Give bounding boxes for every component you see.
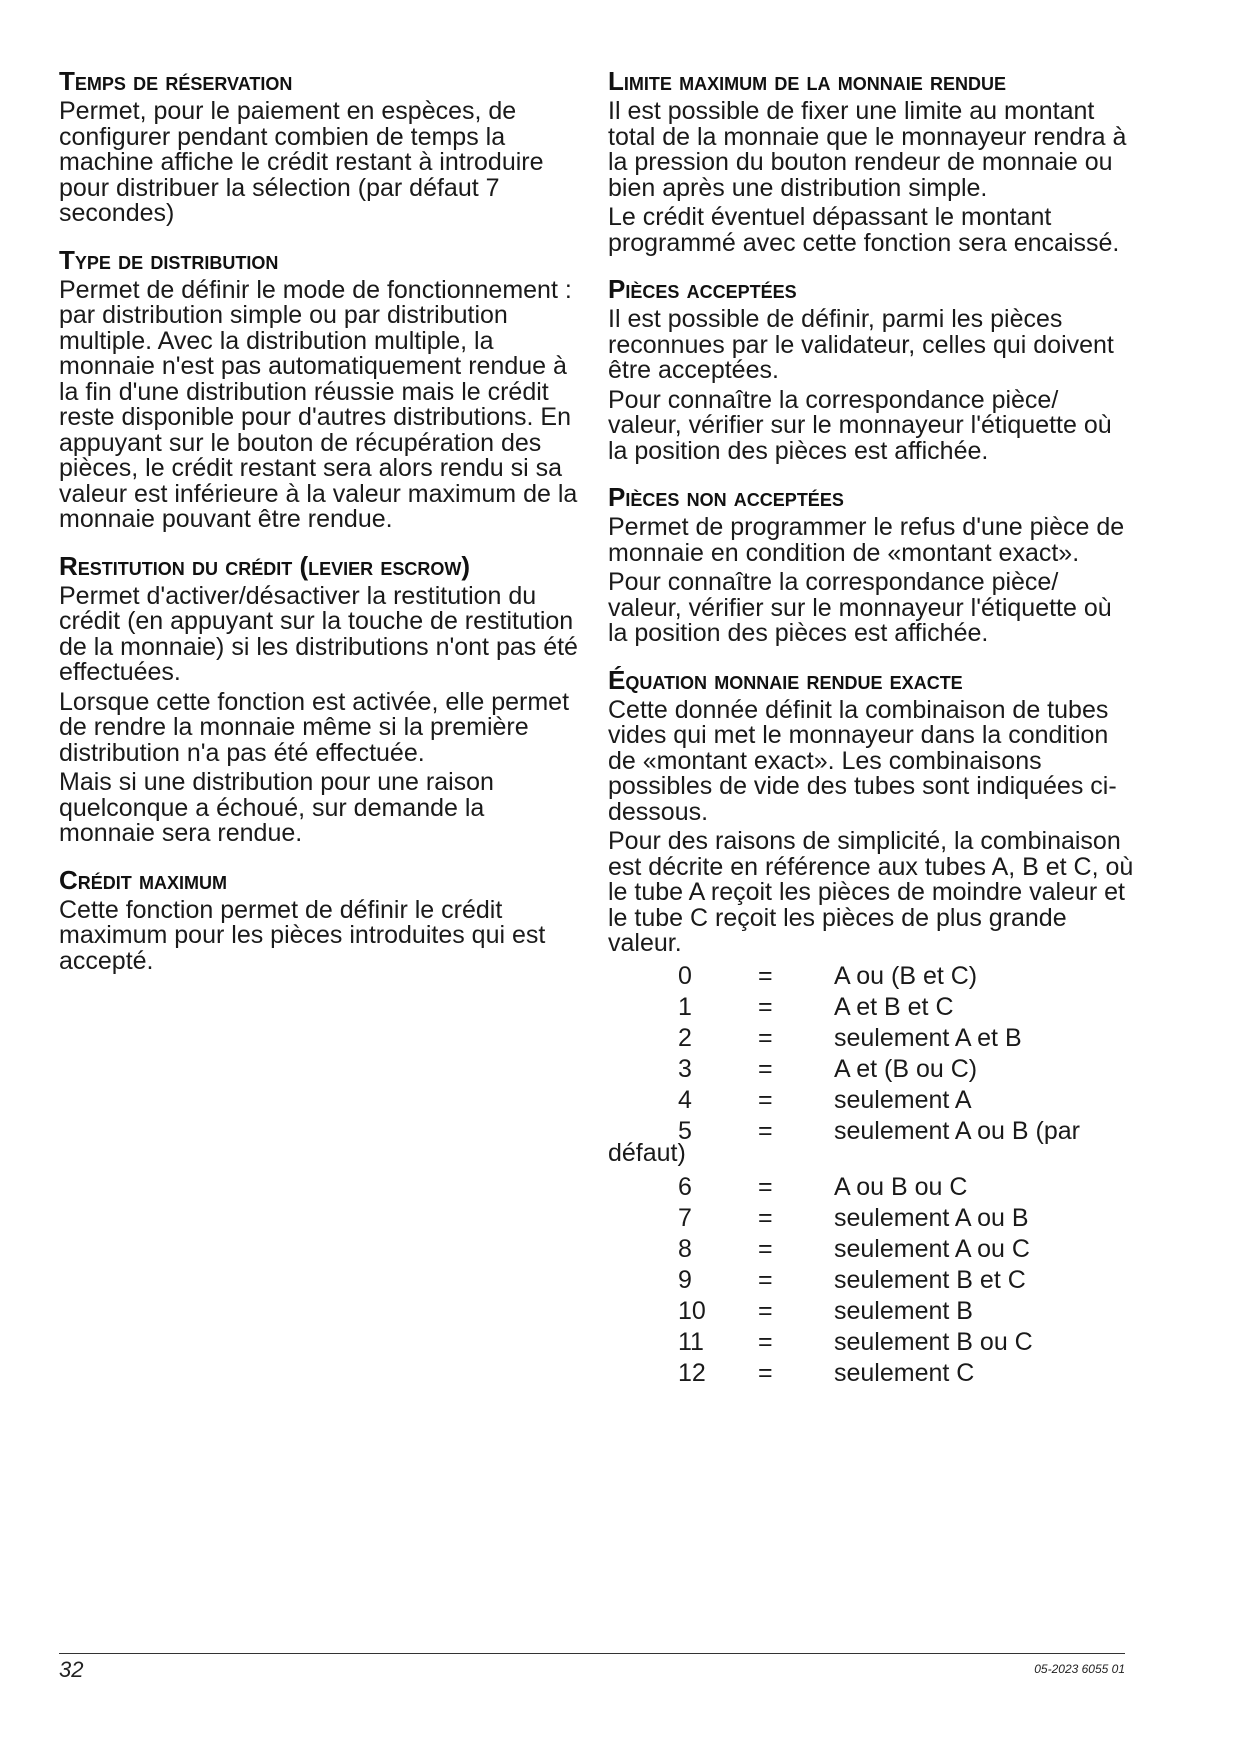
equation-equals: = xyxy=(758,992,773,1021)
equation-code: 11 xyxy=(678,1327,704,1356)
section-heading: Crédit maximum xyxy=(59,864,227,895)
equation-code: 10 xyxy=(678,1296,706,1325)
equation-condition: seulement B et C xyxy=(834,1265,1026,1294)
section-paragraph: Mais si une distribution pour une raison quelconque a échoué, sur demande la monnaie sera rendue. xyxy=(59,768,494,847)
equation-row xyxy=(608,1023,1138,1054)
equation-condition: seulement A ou B (par xyxy=(834,1116,1080,1145)
equation-condition: A ou (B et C) xyxy=(834,961,978,990)
section-paragraph: Le crédit éventuel dépassant le montant programmé avec cette fonction sera encaissé. xyxy=(608,203,1120,257)
equation-row xyxy=(608,961,1138,992)
section-paragraph: Permet, pour le paiement en espèces, de configurer pendant combien de temps la machine affiche le crédit restant à introduire pour distribuer la sélection (par défaut 7 secondes) xyxy=(59,97,544,227)
equation-condition: seulement A xyxy=(834,1085,972,1114)
page-number: 32 xyxy=(59,1657,84,1682)
section-limite-monnaie xyxy=(608,66,1138,256)
section-paragraph: Lorsque cette fonction est activée, elle permet de rendre la monnaie même si la première distribution n'a pas été effectuée. xyxy=(59,687,570,767)
equation-code: 1 xyxy=(678,992,692,1021)
equation-row xyxy=(608,1203,1138,1234)
equation-row xyxy=(608,1296,1138,1327)
section-paragraph: Cette donnée définit la combinaison de tubes vides qui met le monnayeur dans la condition de «montant exact». Les combinaisons possibles de vide des tubes sont indiquées ci-dessous. xyxy=(608,695,1117,826)
equation-code: 5 xyxy=(678,1116,692,1145)
equation-row xyxy=(608,1327,1138,1358)
section-paragraph: Il est possible de fixer une limite au montant total de la monnaie que le monnayeur rendra à la pression du bouton rendeur de monnaie ou bien après une distribution simple. xyxy=(608,97,1127,202)
equation-condition: seulement A ou B xyxy=(834,1203,1029,1232)
equation-row xyxy=(608,1085,1138,1116)
equation-code: 4 xyxy=(678,1085,692,1114)
equation-row xyxy=(608,992,1138,1023)
section-heading: Équation monnaie rendue exacte xyxy=(608,664,963,695)
equation-equals: = xyxy=(758,1203,773,1232)
section-heading: Type de distribution xyxy=(59,244,279,275)
equation-condition: seulement C xyxy=(834,1358,975,1387)
equation-row xyxy=(608,1234,1138,1265)
equation-equals: = xyxy=(758,1054,773,1083)
section-heading: Restitution du crédit (levier escrow) xyxy=(59,550,470,581)
equation-condition: seulement B ou C xyxy=(834,1327,1033,1356)
section-paragraph: Permet d'activer/désactiver la restitution du crédit (en appuyant sur la touche de restitution de la monnaie) si les distributions n'ont pas été effectuées. xyxy=(59,581,578,686)
equation-equals: = xyxy=(758,1296,773,1325)
section-heading: Pièces non acceptées xyxy=(608,482,844,512)
section-type-distribution xyxy=(59,245,579,533)
equation-equals: = xyxy=(758,1172,773,1201)
section-heading: Pièces acceptées xyxy=(608,274,797,304)
section-heading: Temps de réservation xyxy=(59,66,293,96)
equation-condition: seulement A et B xyxy=(834,1023,1022,1052)
section-paragraph: Pour des raisons de simplicité, la combinaison est décrite en référence aux tubes A, B et C, où le tube A reçoit les pièces de moindre valeur et le tube C reçoit les pièces de plus grande valeur. xyxy=(608,827,1134,957)
equation-equals: = xyxy=(758,1085,773,1114)
footer-divider xyxy=(59,1653,1125,1654)
section-paragraph: Permet de programmer le refus d'une pièce de monnaie en condition de «montant exact». xyxy=(608,513,1125,567)
equation-code: 3 xyxy=(678,1054,692,1083)
section-equation-monnaie xyxy=(608,665,1138,1389)
equation-condition-continued: défaut) xyxy=(608,1138,686,1167)
equation-table xyxy=(608,961,1138,1389)
section-paragraph: Cette fonction permet de définir le crédit maximum pour les pièces introduites qui est accepté. xyxy=(59,895,546,975)
equation-condition: seulement A ou C xyxy=(834,1234,1030,1263)
equation-code: 0 xyxy=(678,961,692,990)
section-paragraph: Pour connaître la correspondance pièce/ valeur, vérifier sur le monnayeur l'étiquette où la position des pièces est affichée. xyxy=(608,568,1112,647)
equation-code: 7 xyxy=(678,1203,692,1232)
equation-condition: A ou B ou C xyxy=(834,1172,968,1201)
equation-equals: = xyxy=(758,1358,773,1387)
section-paragraph: Pour connaître la correspondance pièce/ valeur, vérifier sur le monnayeur l'étiquette où la position des pièces est affichée. xyxy=(608,385,1112,465)
equation-code: 6 xyxy=(678,1172,692,1201)
left-column xyxy=(59,66,579,992)
equation-code: 8 xyxy=(678,1234,692,1263)
section-temps-reservation xyxy=(59,66,579,227)
equation-code: 2 xyxy=(678,1023,692,1052)
section-paragraph: Permet de définir le mode de fonctionnement : par distribution simple ou par distribution multiple. Avec la distribution multiple, la monnaie n'est pas automatiquement rendue à la fin d'une distribution réussie mais le crédit reste disponible pour d'autres distributions. En appuyant sur le bouton de récupération des pièces, le crédit restant sera alors rendu si sa valeur est inférieure à la valeur maximum de la monnaie pouvant être rendue. xyxy=(59,275,578,533)
equation-condition: A et B et C xyxy=(834,992,954,1021)
section-pieces-acceptees xyxy=(608,274,1138,464)
right-column xyxy=(608,66,1138,1407)
equation-row xyxy=(608,1358,1138,1389)
section-credit-maximum xyxy=(59,865,579,975)
equation-code: 9 xyxy=(678,1265,692,1294)
equation-condition: A et (B ou C) xyxy=(834,1054,978,1083)
equation-equals: = xyxy=(758,1116,773,1145)
document-code: 05-2023 6055 01 xyxy=(1034,1662,1125,1676)
equation-row xyxy=(608,1172,1138,1203)
section-heading: Limite maximum de la monnaie rendue xyxy=(608,66,1006,96)
equation-equals: = xyxy=(758,1265,773,1294)
equation-equals: = xyxy=(758,1023,773,1052)
equation-row xyxy=(608,1265,1138,1296)
section-restitution-credit xyxy=(59,551,579,847)
equation-row xyxy=(608,1054,1138,1085)
equation-code: 12 xyxy=(678,1358,706,1387)
equation-condition: seulement B xyxy=(834,1296,973,1325)
section-pieces-non-acceptees xyxy=(608,482,1138,647)
equation-equals: = xyxy=(758,961,773,990)
equation-row xyxy=(608,1116,1138,1172)
equation-equals: = xyxy=(758,1327,773,1356)
equation-equals: = xyxy=(758,1234,773,1263)
section-paragraph: Il est possible de définir, parmi les pièces reconnues par le validateur, celles qui doivent être acceptées. xyxy=(608,305,1114,384)
